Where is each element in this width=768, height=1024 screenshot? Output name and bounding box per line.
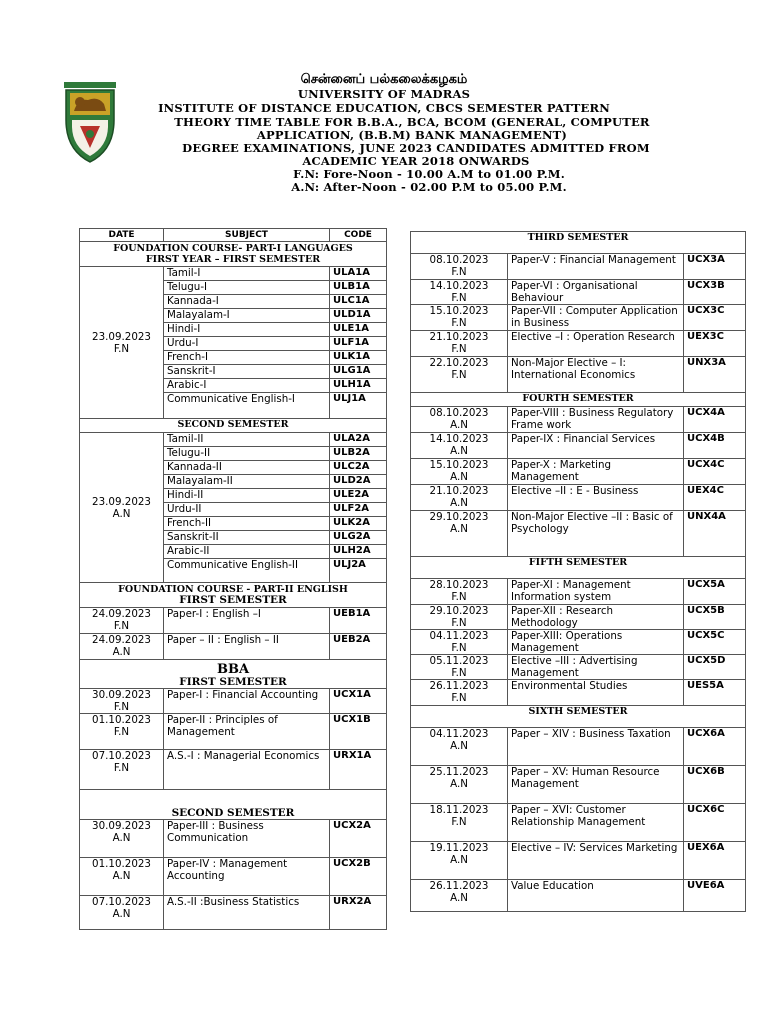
exam-session: F.N <box>451 292 467 304</box>
section-title: SIXTH SEMESTER <box>411 706 746 728</box>
table-row <box>80 608 387 634</box>
exam-date: 28.10.2023 <box>429 579 489 591</box>
subject-cell: Paper-VII : Computer Application in Business <box>508 305 684 331</box>
exam-session: F.N <box>451 317 467 329</box>
exam-session: F.N <box>113 701 130 713</box>
exam-date: 21.10.2023 <box>429 331 489 343</box>
code-cell: UCX6A <box>684 728 746 766</box>
section-title: FOURTH SEMESTER <box>411 393 746 407</box>
exam-date: 07.10.2023 <box>92 896 151 908</box>
exam-date: 29.10.2023 <box>429 511 489 523</box>
date-cell <box>411 728 508 766</box>
exam-session: A.N <box>112 908 131 920</box>
date-cell <box>80 433 164 583</box>
code-cell: UCX3A <box>684 254 746 280</box>
table-row <box>411 357 746 393</box>
subject-cell: Paper-VIII : Business Regulatory Frame work <box>508 407 684 433</box>
exam-date: 21.10.2023 <box>429 485 489 497</box>
exam-session: F.N <box>113 342 130 355</box>
exam-session: A.N <box>450 471 468 483</box>
date-cell <box>80 689 164 714</box>
subject-cell: Hindi-I <box>164 323 330 337</box>
column-header-subject: SUBJECT <box>164 229 330 242</box>
code-cell: UNX4A <box>684 511 746 557</box>
section-row <box>411 706 746 728</box>
subject-cell: Elective –I : Operation Research <box>508 331 684 357</box>
foundation-1-title: FOUNDATION COURSE- PART-I LANGUAGES <box>113 243 353 254</box>
subject-cell: A.S.-I : Managerial Economics <box>164 750 330 790</box>
exam-date: 08.10.2023 <box>429 254 489 266</box>
header-line-an: A.N: After-Noon - 02.00 P.M to 05.00 P.M. <box>291 180 567 194</box>
code-cell: UCX5B <box>684 605 746 630</box>
table-row <box>80 858 387 896</box>
code-cell: UNX3A <box>684 357 746 393</box>
subject-cell: Communicative English-I <box>164 393 330 419</box>
table-row <box>411 766 746 804</box>
section-row <box>80 790 387 820</box>
exam-session: A.N <box>450 419 468 431</box>
date-cell <box>411 254 508 280</box>
section-title: FIFTH SEMESTER <box>411 557 746 579</box>
section-row <box>411 393 746 407</box>
exam-date: 01.10.2023 <box>92 714 151 726</box>
exam-date: 19.11.2023 <box>429 842 489 854</box>
subject-cell: Sanskrit-II <box>164 531 330 545</box>
subject-cell: Paper-IV : Management Accounting <box>164 858 330 896</box>
exam-session: F.N <box>451 667 467 679</box>
table-row <box>80 267 387 281</box>
exam-date: 25.11.2023 <box>429 766 489 778</box>
subject-cell: Telugu-I <box>164 281 330 295</box>
language-group-2 <box>80 433 387 583</box>
table-row <box>411 728 746 766</box>
second-semester-title: SECOND SEMESTER <box>80 419 387 433</box>
header-line-1: UNIVERSITY OF MADRAS <box>297 87 471 101</box>
exam-date: 23.09.2023 <box>92 495 151 508</box>
section-row <box>80 242 387 267</box>
bba-second-semester-title: SECOND SEMESTER <box>80 790 387 820</box>
code-cell: UCX1A <box>330 689 387 714</box>
table-row <box>411 331 746 357</box>
section-row <box>80 419 387 433</box>
table-row <box>411 804 746 842</box>
date-cell <box>411 630 508 655</box>
table-row <box>411 630 746 655</box>
header-line-4: APPLICATION, (B.B.M) BANK MANAGEMENT) <box>256 128 568 142</box>
exam-session: F.N <box>451 642 467 654</box>
date-cell <box>411 280 508 305</box>
code-cell: ULF1A <box>330 337 387 351</box>
exam-date: 22.10.2023 <box>429 357 489 369</box>
header-row <box>80 229 387 242</box>
english-rows <box>80 608 387 660</box>
exam-session: A.N <box>450 445 468 457</box>
subject-cell: Environmental Studies <box>508 680 684 706</box>
date-cell <box>411 459 508 485</box>
table-row <box>411 485 746 511</box>
code-cell: ULA1A <box>330 267 387 281</box>
code-cell: UCX5A <box>684 579 746 605</box>
exam-session: A.N <box>450 778 468 790</box>
exam-date: 30.09.2023 <box>92 820 151 832</box>
section-title <box>80 660 387 689</box>
subject-cell: French-II <box>164 517 330 531</box>
table-row <box>411 579 746 605</box>
tamil-university-name: சென்னைப் பல்கலைக்கழகம் <box>300 72 468 87</box>
table-row <box>411 680 746 706</box>
date-cell <box>411 680 508 706</box>
code-cell: URX1A <box>330 750 387 790</box>
subject-cell: Paper – XIV : Business Taxation <box>508 728 684 766</box>
language-group-1 <box>80 267 387 419</box>
subject-cell: Sanskrit-I <box>164 365 330 379</box>
table-row <box>411 842 746 880</box>
table-row <box>411 305 746 331</box>
exam-session: F.N <box>451 816 467 828</box>
date-cell <box>411 485 508 511</box>
table-row <box>80 714 387 750</box>
subject-cell: Paper-VI : Organisational Behaviour <box>508 280 684 305</box>
header-line-6: ACADEMIC YEAR 2018 ONWARDS <box>302 154 530 168</box>
section-row <box>80 583 387 608</box>
bba-first-semester-rows <box>80 689 387 790</box>
code-cell: UCX4C <box>684 459 746 485</box>
date-cell <box>411 842 508 880</box>
exam-session: F.N <box>113 620 130 632</box>
subject-cell: A.S.-II :Business Statistics <box>164 896 330 930</box>
date-cell <box>411 655 508 680</box>
exam-date: 05.11.2023 <box>429 655 489 667</box>
code-cell: ULD1A <box>330 309 387 323</box>
subject-cell: Non-Major Elective – I: International Economics <box>508 357 684 393</box>
code-cell: ULJ1A <box>330 393 387 419</box>
code-cell: UEX3C <box>684 331 746 357</box>
bba-second-semester-rows <box>80 820 387 930</box>
table-row <box>80 820 387 858</box>
date-cell <box>411 880 508 912</box>
foundation-1-subtitle: FIRST YEAR – FIRST SEMESTER <box>145 254 321 265</box>
exam-session: A.N <box>112 646 131 658</box>
code-cell: UCX4A <box>684 407 746 433</box>
exam-session: A.N <box>112 507 131 520</box>
date-cell <box>80 896 164 930</box>
exam-date: 14.10.2023 <box>429 280 489 292</box>
subject-cell: Paper-IX : Financial Services <box>508 433 684 459</box>
code-cell: UEX4C <box>684 485 746 511</box>
date-cell <box>411 305 508 331</box>
date-cell <box>80 858 164 896</box>
date-cell <box>411 357 508 393</box>
table-row <box>411 407 746 433</box>
exam-session: A.N <box>450 523 468 535</box>
exam-session: F.N <box>451 343 467 355</box>
exam-session: F.N <box>451 692 467 704</box>
code-cell: ULH1A <box>330 379 387 393</box>
code-cell: ULC1A <box>330 295 387 309</box>
bba-first-semester-title: FIRST SEMESTER <box>179 676 287 688</box>
exam-date: 04.11.2023 <box>429 728 489 740</box>
header-line-5: DEGREE EXAMINATIONS, JUNE 2023 CANDIDATES ADMITTED FROM <box>182 141 650 155</box>
code-cell: ULG2A <box>330 531 387 545</box>
subject-cell: Paper – XVI: Customer Relationship Management <box>508 804 684 842</box>
code-cell: ULB1A <box>330 281 387 295</box>
code-cell: URX2A <box>330 896 387 930</box>
date-cell <box>411 579 508 605</box>
exam-date: 24.09.2023 <box>92 634 151 646</box>
foundation-2-title: FOUNDATION COURSE - PART-II ENGLISH <box>118 584 348 595</box>
right-timetable <box>410 231 746 912</box>
date-cell <box>411 407 508 433</box>
code-cell: UEB1A <box>330 608 387 634</box>
code-cell: ULH2A <box>330 545 387 559</box>
subject-cell: French-I <box>164 351 330 365</box>
subject-cell: Urdu-I <box>164 337 330 351</box>
exam-session: A.N <box>450 497 468 509</box>
table-row <box>411 655 746 680</box>
code-cell: ULA2A <box>330 433 387 447</box>
code-cell: UCX5C <box>684 630 746 655</box>
subject-cell: Paper-III : Business Communication <box>164 820 330 858</box>
code-cell: ULF2A <box>330 503 387 517</box>
exam-date: 01.10.2023 <box>92 858 151 870</box>
code-cell: UCX4B <box>684 433 746 459</box>
date-cell <box>411 511 508 557</box>
subject-cell: Non-Major Elective –II : Basic of Psychology <box>508 511 684 557</box>
exam-session: F.N <box>451 266 467 278</box>
exam-date: 14.10.2023 <box>429 433 489 445</box>
subject-cell: Malayalam-II <box>164 475 330 489</box>
subject-cell: Malayalam-I <box>164 309 330 323</box>
code-cell: UCX6C <box>684 804 746 842</box>
subject-cell: Paper-XII : Research Methodology <box>508 605 684 630</box>
table-row <box>80 750 387 790</box>
code-cell: UEX6A <box>684 842 746 880</box>
date-cell <box>80 608 164 634</box>
code-cell: ULB2A <box>330 447 387 461</box>
code-cell: UCX6B <box>684 766 746 804</box>
code-cell: UCX3B <box>684 280 746 305</box>
exam-date: 24.09.2023 <box>92 608 151 620</box>
exam-session: F.N <box>113 726 130 738</box>
subject-cell: Elective – IV: Services Marketing <box>508 842 684 880</box>
subject-cell: Value Education <box>508 880 684 912</box>
subject-cell: Elective –II : E - Business <box>508 485 684 511</box>
subject-cell: Paper-X : Marketing Management <box>508 459 684 485</box>
subject-cell: Elective –III : Advertising Management <box>508 655 684 680</box>
code-cell: ULJ2A <box>330 559 387 583</box>
subject-cell: Paper-I : English –I <box>164 608 330 634</box>
table-row <box>411 459 746 485</box>
exam-date: 15.10.2023 <box>429 459 489 471</box>
date-cell <box>80 267 164 419</box>
header-line-fn: F.N: Fore-Noon - 10.00 A.M to 01.00 P.M. <box>293 167 565 181</box>
table-row <box>80 433 387 447</box>
exam-date: 04.11.2023 <box>429 630 489 642</box>
section-title: THIRD SEMESTER <box>411 232 746 254</box>
exam-date: 26.11.2023 <box>429 680 489 692</box>
exam-session: F.N <box>113 762 130 774</box>
table-row <box>80 634 387 660</box>
subject-cell: Telugu-II <box>164 447 330 461</box>
subject-cell: Tamil-II <box>164 433 330 447</box>
header-line-3: THEORY TIME TABLE FOR B.B.A., BCA, BCOM (GENERAL, COMPUTER <box>174 115 650 129</box>
subject-cell: Paper-I : Financial Accounting <box>164 689 330 714</box>
table-row <box>411 511 746 557</box>
subject-cell: Communicative English-II <box>164 559 330 583</box>
subject-cell: Urdu-II <box>164 503 330 517</box>
table-row <box>411 605 746 630</box>
column-header-date: DATE <box>80 229 164 242</box>
code-cell: ULK2A <box>330 517 387 531</box>
date-cell <box>80 714 164 750</box>
exam-session: F.N <box>451 369 467 381</box>
code-cell: UCX1B <box>330 714 387 750</box>
code-cell: UCX2A <box>330 820 387 858</box>
bba-title: BBA <box>216 662 250 677</box>
code-cell: ULG1A <box>330 365 387 379</box>
subject-cell: Tamil-I <box>164 267 330 281</box>
code-cell: ULC2A <box>330 461 387 475</box>
exam-session: A.N <box>112 870 131 882</box>
foundation-2-subtitle: FIRST SEMESTER <box>179 594 287 606</box>
subject-cell: Arabic-I <box>164 379 330 393</box>
exam-date: 30.09.2023 <box>92 689 151 701</box>
exam-session: A.N <box>450 892 468 904</box>
exam-session: A.N <box>450 854 468 866</box>
date-cell <box>411 766 508 804</box>
section-row <box>80 660 387 689</box>
code-cell: UCX5D <box>684 655 746 680</box>
code-cell: UCX2B <box>330 858 387 896</box>
exam-session: A.N <box>450 740 468 752</box>
exam-date: 26.11.2023 <box>429 880 489 892</box>
subject-cell: Kannada-II <box>164 461 330 475</box>
table-row <box>80 896 387 930</box>
subject-cell: Paper-II : Principles of Management <box>164 714 330 750</box>
exam-date: 07.10.2023 <box>92 750 151 762</box>
exam-session: A.N <box>112 832 131 844</box>
section-title <box>80 242 387 267</box>
date-cell <box>80 820 164 858</box>
subject-cell: Arabic-II <box>164 545 330 559</box>
date-cell <box>80 750 164 790</box>
code-cell: ULD2A <box>330 475 387 489</box>
left-timetable <box>79 228 387 930</box>
exam-date: 08.10.2023 <box>429 407 489 419</box>
table-row <box>411 254 746 280</box>
code-cell: UCX3C <box>684 305 746 331</box>
code-cell: ULE2A <box>330 489 387 503</box>
date-cell <box>411 331 508 357</box>
table-row <box>411 880 746 912</box>
table-row <box>411 280 746 305</box>
table-row <box>411 433 746 459</box>
header-line-2: INSTITUTE OF DISTANCE EDUCATION, CBCS SEMESTER PATTERN <box>158 101 610 115</box>
subject-cell: Paper – XV: Human Resource Management <box>508 766 684 804</box>
date-cell <box>411 433 508 459</box>
subject-cell: Paper-XI : Management Information system <box>508 579 684 605</box>
exam-date: 23.09.2023 <box>92 330 151 343</box>
right-table-body <box>411 232 746 912</box>
subject-cell: Paper-V : Financial Management <box>508 254 684 280</box>
date-cell <box>80 634 164 660</box>
exam-date: 18.11.2023 <box>429 804 489 816</box>
code-cell: ULK1A <box>330 351 387 365</box>
subject-cell: Paper – II : English – II <box>164 634 330 660</box>
exam-session: F.N <box>451 617 467 629</box>
code-cell: UES5A <box>684 680 746 706</box>
column-header-code: CODE <box>330 229 387 242</box>
code-cell: ULE1A <box>330 323 387 337</box>
exam-date: 29.10.2023 <box>429 605 489 617</box>
section-row <box>411 232 746 254</box>
table-row <box>80 689 387 714</box>
subject-cell: Hindi-II <box>164 489 330 503</box>
code-cell: UEB2A <box>330 634 387 660</box>
subject-cell: Kannada-I <box>164 295 330 309</box>
section-row <box>411 557 746 579</box>
section-title <box>80 583 387 608</box>
subject-cell: Paper-XIII: Operations Management <box>508 630 684 655</box>
date-cell <box>411 804 508 842</box>
exam-date: 15.10.2023 <box>429 305 489 317</box>
exam-session: F.N <box>451 591 467 603</box>
code-cell: UVE6A <box>684 880 746 912</box>
date-cell <box>411 605 508 630</box>
